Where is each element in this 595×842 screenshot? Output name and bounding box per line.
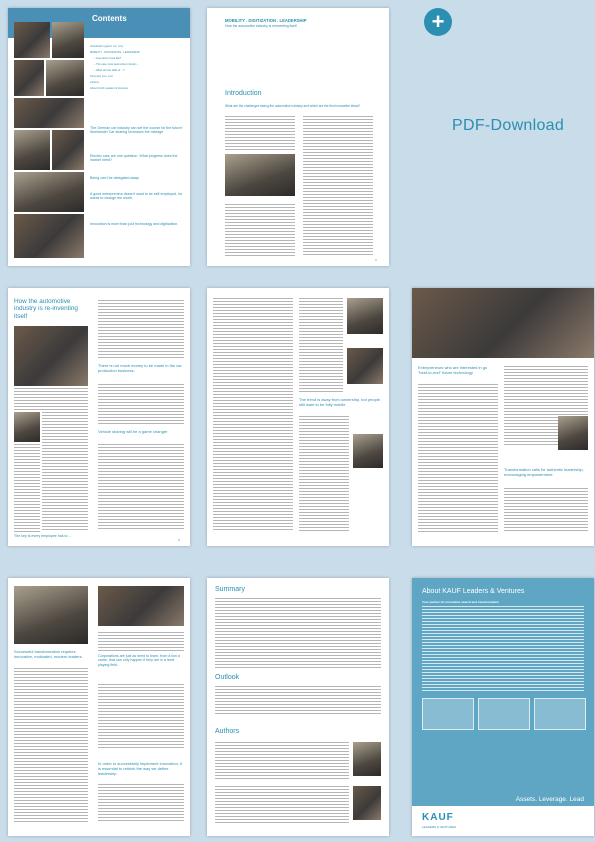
page-leadership <box>8 578 190 836</box>
about-title: About KAUF Leaders & Ventures <box>422 588 525 595</box>
contents-photo-8 <box>14 172 84 212</box>
page4-text-3 <box>299 416 349 532</box>
reinventing-text-4 <box>98 300 184 360</box>
contents-quote-1: The German car industry can set the course for the future! Worldwide! Car sharing increases the mileage <box>90 126 183 135</box>
author-portrait-1 <box>353 742 381 776</box>
page4-portrait-2 <box>347 348 383 384</box>
page4-portrait-1 <box>347 298 383 334</box>
page-interview-2 <box>207 288 389 546</box>
page4-text-1 <box>213 298 293 532</box>
toc-item[interactable]: Summary (xxx, xxx) <box>90 75 113 78</box>
about-subtitle: Your partner for innovative search and transformation <box>422 600 499 604</box>
page-interview-3 <box>412 288 594 546</box>
kauf-logo: KAUF <box>422 812 454 823</box>
contents-photo-1 <box>14 22 50 58</box>
reinventing-text-6 <box>98 444 184 530</box>
reinventing-pull-b: Vehicle sharing will be a game changer <box>98 429 168 434</box>
contents-title: Contents <box>92 14 127 23</box>
page4-pull-a: The trend is away from ownership, but people still want to be fully mobile <box>299 397 380 407</box>
page6-text-3 <box>98 684 184 748</box>
contents-photo-7 <box>52 130 84 170</box>
toc-list <box>90 44 186 92</box>
authors-text-1 <box>215 742 349 780</box>
about-text <box>422 606 584 692</box>
reinventing-text-1 <box>14 388 88 410</box>
outlook-text <box>215 686 381 716</box>
reinventing-title: How the automotive industry is re-inventing itself <box>14 298 78 320</box>
toc-item[interactable]: Introduction (guest: xxx, xxx) <box>90 45 124 48</box>
contents-quote-5: Innovation is more than just technology and digitization. <box>90 222 179 226</box>
page5-pull-b: Transformation calls for authentic leadership, encouraging empowerment <box>504 467 584 477</box>
toc-item[interactable]: – How does it look like? <box>94 57 122 60</box>
page5-photo <box>412 288 594 358</box>
contents-photo-9 <box>14 214 84 258</box>
reinventing-pull-a: There is not much money to be made in the car production business. <box>98 363 182 373</box>
page6-pull-a: Successful transformation requires innovative, motivated, modern leaders. <box>14 649 83 659</box>
about-box-1 <box>422 698 474 730</box>
page-summary <box>207 578 389 836</box>
page5-pull-a: Entrepreneurs who are interested in go "best-to-end" future technology <box>418 365 488 375</box>
page6-pull-c: In order to successfully implement innovation, it is essential to rethink the way we define leadership. <box>98 761 183 776</box>
page6-photo-2 <box>98 586 184 626</box>
toc-item[interactable]: – What are the skills of ...? <box>94 69 125 72</box>
intro-page-number: 3 <box>375 258 377 262</box>
contents-photo-3 <box>14 60 44 96</box>
intro-header: MOBILITY . DIGITIZATION . LEADERSHIP <box>225 18 307 23</box>
contents-photo-5 <box>14 98 84 128</box>
intro-text-col-2 <box>303 116 373 256</box>
toc-item[interactable]: MOBILITY . DIGITIZATION . LEADERSHIP <box>90 51 140 54</box>
page6-text-1 <box>14 668 88 822</box>
intro-subheader: How the automotive industry is reinventing itself <box>225 24 297 28</box>
reinventing-portrait <box>14 412 40 442</box>
intro-text-col-1b <box>225 204 295 256</box>
toc-item[interactable]: About KAUF Leaders & Ventures <box>90 87 128 90</box>
page5-text-3 <box>504 488 588 532</box>
reinventing-footer-quote: The key is every employee has to ... <box>14 534 72 538</box>
toc-item[interactable]: Authors <box>90 81 99 84</box>
pdf-download-link[interactable]: PDF-Download <box>452 117 565 134</box>
outlook-title: Outlook <box>215 674 240 681</box>
reinventing-photo <box>14 326 88 386</box>
kauf-logo-sub: LEADERS & VENTURES <box>422 825 457 829</box>
page5-text-1 <box>418 384 498 532</box>
summary-text <box>215 598 381 668</box>
reinventing-page-number: 5 <box>178 538 180 542</box>
author-portrait-2 <box>353 786 381 820</box>
page6-photo <box>14 586 88 644</box>
reinventing-text-3 <box>14 444 40 532</box>
plus-icon: + <box>431 9 445 34</box>
authors-text-2 <box>215 786 349 824</box>
intro-text-col-1 <box>225 116 295 152</box>
intro-section-title: Introduction <box>225 90 262 97</box>
page6-pull-b: Corporations are just as need to learn, from a lion a cadre, that can only happen if they are in a level playing field. <box>98 654 180 667</box>
contents-quote-3: Being can't be delegated away <box>90 176 139 180</box>
contents-photo-6 <box>14 130 50 170</box>
page4-text-2 <box>299 298 343 394</box>
about-footer-bar <box>412 806 594 836</box>
contents-photo-4 <box>46 60 84 96</box>
page-contents <box>8 8 190 266</box>
page4-portrait-3 <box>353 434 383 468</box>
page6-text-2 <box>98 632 184 652</box>
about-box-3 <box>534 698 586 730</box>
page6-text-4 <box>98 784 184 822</box>
contents-photo-2 <box>52 22 84 58</box>
intro-photo <box>225 154 295 196</box>
about-tagline: Assets. Leverage. Lead <box>515 796 584 803</box>
contents-quote-2: Electric cars are one question. What progress does the market need? <box>90 154 178 163</box>
reinventing-text-5 <box>98 384 184 424</box>
intro-lead: What are the challenges facing the automotive industry and which are the first innovative ideas? <box>225 104 361 108</box>
page5-portrait <box>558 416 588 450</box>
contents-quote-4: A good entrepreneur doesn't want to be self-employed, he wants to change the world. <box>90 192 183 201</box>
toc-item[interactable]: – The case: How automotive industry ... <box>94 63 140 66</box>
page-about <box>412 578 594 836</box>
about-box-2 <box>478 698 530 730</box>
pdf-download-plus-icon[interactable] <box>424 8 452 36</box>
reinventing-text-2 <box>42 412 88 532</box>
page-reinventing <box>8 288 190 546</box>
authors-title: Authors <box>215 728 240 735</box>
summary-title: Summary <box>215 586 245 593</box>
page-introduction <box>207 8 389 266</box>
